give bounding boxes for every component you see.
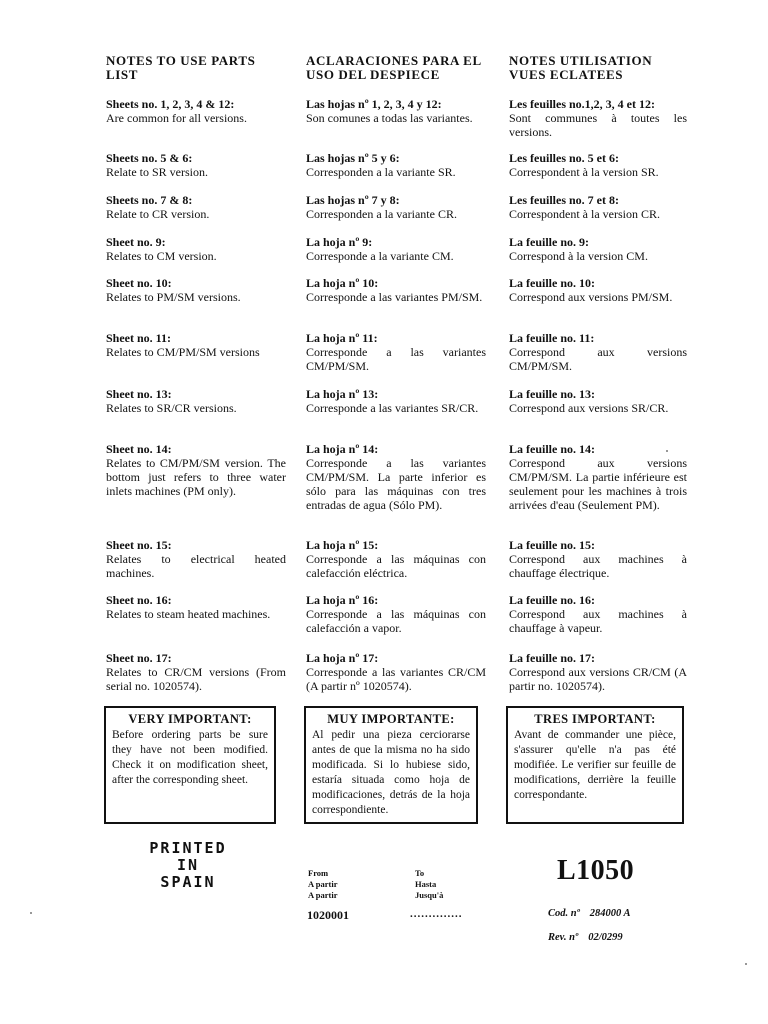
sheet-note-text: Correspond aux machines à chauffage à vapeur.: [509, 607, 687, 635]
sheet-note: [509, 331, 687, 373]
sheet-note-heading: Sheets no. 5 & 6:: [106, 151, 193, 165]
to-serial-value: ..............: [410, 908, 463, 920]
sheet-note-heading: Sheet no. 11:: [106, 331, 172, 345]
sheet-note-heading: Sheets no. 1, 2, 3, 4 & 12:: [106, 97, 235, 111]
sheet-note: [106, 593, 286, 621]
sheet-note: [106, 97, 286, 125]
to-label: To Hasta Jusqu'à: [415, 868, 444, 900]
sheet-note-heading: La hoja nº 9:: [306, 235, 373, 249]
important-box-french: [506, 706, 684, 824]
sheet-note: [306, 151, 486, 179]
sheet-note: [509, 193, 687, 221]
sheet-note: [509, 442, 687, 512]
sheet-note: [509, 97, 687, 139]
document-number: L1050: [557, 855, 635, 886]
sheet-note: [106, 193, 286, 221]
sheet-note-heading: Sheet no. 15:: [106, 538, 172, 552]
important-box-heading: TRES IMPORTANT:: [534, 712, 656, 726]
sheet-note: [306, 193, 486, 221]
column-title: NOTES UTILISATION VUES ECLATEES: [509, 53, 653, 82]
important-box-heading: MUY IMPORTANTE:: [327, 712, 455, 726]
sheet-note-text: Correspond aux versions PM/SM.: [509, 290, 673, 304]
sheet-note-text: Corresponde a las máquinas con calefacción eléctrica.: [306, 552, 486, 580]
sheet-note-heading: La hoja nº 11:: [306, 331, 378, 345]
scan-speck: [666, 450, 668, 452]
sheet-note: [509, 151, 687, 179]
sheet-note-heading: La feuille no. 13:: [509, 387, 595, 401]
sheet-note: [106, 235, 286, 263]
sheet-note: [306, 593, 486, 635]
sheet-note: [306, 387, 486, 415]
sheet-note-text: Corresponde a las variantes PM/SM.: [306, 290, 483, 304]
sheet-note-heading: La feuille no. 11:: [509, 331, 595, 345]
sheet-note: [509, 235, 687, 263]
sheet-note: [106, 151, 286, 179]
important-box-text: Al pedir una pieza cerciorarse antes de que la misma no ha sido modificada. Si lo hubiese sido, estaría situada como hoja de modificaciones, detrás de la hoja correspondiente.: [312, 729, 470, 816]
column-title: ACLARACIONES PARA EL USO DEL DESPIECE: [306, 53, 482, 82]
sheet-note-heading: Las hojas nº 1, 2, 3, 4 y 12:: [306, 97, 442, 111]
sheet-note-text: Correspond aux machines à chauffage électrique.: [509, 552, 687, 580]
sheet-note: [106, 276, 286, 304]
sheet-note: [106, 442, 286, 498]
sheet-note-heading: Sheet no. 9:: [106, 235, 166, 249]
important-box-spanish: [304, 706, 478, 824]
sheet-note-heading: La feuille no. 9:: [509, 235, 589, 249]
sheet-note-heading: Sheet no. 14:: [106, 442, 172, 456]
rev-line: [548, 932, 623, 943]
sheet-note-text: Corresponde a las variantes CM/PM/SM. La parte inferior es sólo para las máquinas con tres entradas de agua (Sólo PM).: [306, 456, 486, 512]
sheet-note-text: Relates to steam heated machines.: [106, 607, 271, 621]
sheet-note: [306, 97, 486, 125]
sheet-note-text: Correspondent à la version CR.: [509, 207, 660, 221]
sheet-note-heading: Sheet no. 13:: [106, 387, 172, 401]
sheet-note: [306, 331, 486, 373]
sheet-note: [306, 235, 486, 263]
sheet-note-text: Relates to CM version.: [106, 249, 217, 263]
sheet-note-text: Relates to PM/SM versions.: [106, 290, 241, 304]
sheet-note-text: Corresponden a la variante SR.: [306, 165, 456, 179]
sheet-note-heading: Les feuilles no.1,2, 3, 4 et 12:: [509, 97, 655, 111]
sheet-note: [509, 538, 687, 580]
sheet-note-heading: La hoja nº 16:: [306, 593, 379, 607]
sheet-note-text: Relate to SR version.: [106, 165, 208, 179]
sheet-note-heading: La hoja nº 14:: [306, 442, 379, 456]
sheet-note: [106, 331, 286, 359]
sheet-note-heading: Sheet no. 17:: [106, 651, 172, 665]
sheet-note: [306, 651, 486, 693]
sheet-note: [106, 538, 286, 580]
sheet-note: [509, 276, 687, 304]
column-spanish: [306, 53, 486, 693]
sheet-note-heading: Sheet no. 16:: [106, 593, 172, 607]
sheet-note: [106, 651, 286, 693]
sheet-note-heading: La feuille no. 16:: [509, 593, 595, 607]
sheet-note-text: Corresponde a las variantes SR/CR.: [306, 401, 479, 415]
sheet-note-heading: Las hojas nº 5 y 6:: [306, 151, 400, 165]
sheet-note-text: Relates to electrical heated machines.: [106, 552, 286, 580]
sheet-note-heading: Les feuilles no. 5 et 6:: [509, 151, 619, 165]
sheet-note-text: Relates to SR/CR versions.: [106, 401, 237, 415]
cod-value: 284000 A: [589, 908, 631, 919]
sheet-note-text: Correspond aux versions CR/CM (A partir no. 1020574).: [509, 665, 687, 693]
sheet-note-text: Corresponde a las variantes CM/PM/SM.: [306, 345, 486, 373]
sheet-note-text: Relate to CR version.: [106, 207, 210, 221]
sheet-note-heading: La feuille no. 14:: [509, 442, 595, 456]
important-box-text: Avant de commander une pièce, s'assurer qu'elle n'a pas été modifiée. Le verifier sur feuille de modifications, derrière la feuille correspondante.: [514, 729, 676, 801]
sheet-note-text: Correspond aux versions CM/PM/SM. La partie inférieure est seulement pour les machines à trois arrivées d'eau (Seulement PM).: [509, 456, 687, 512]
sheet-note-text: Corresponde a la variante CM.: [306, 249, 454, 263]
scan-speck: [30, 912, 32, 914]
sheet-note-heading: La hoja nº 17:: [306, 651, 379, 665]
sheet-note-text: Correspond à la version CM.: [509, 249, 648, 263]
important-box-english: [104, 706, 276, 824]
sheet-note-text: Correspondent à la version SR.: [509, 165, 659, 179]
from-label: From A partir A partir: [308, 868, 338, 900]
sheet-note-text: Correspond aux versions SR/CR.: [509, 401, 669, 415]
rev-value: 02/0299: [588, 932, 623, 943]
sheet-note-heading: La hoja nº 10:: [306, 276, 379, 290]
sheet-note-heading: La feuille no. 10:: [509, 276, 595, 290]
cod-line: [548, 908, 631, 919]
printed-in-spain-stamp: PRINTED IN SPAIN: [149, 839, 227, 891]
sheet-note: [306, 276, 486, 304]
sheet-note-text: Are common for all versions.: [106, 111, 247, 125]
sheet-note-text: Corresponde a las máquinas con calefacción a vapor.: [306, 607, 486, 635]
important-box-heading: VERY IMPORTANT:: [128, 712, 252, 726]
sheet-note-text: Relates to CM/PM/SM versions: [106, 345, 260, 359]
important-box-text: Before ordering parts be sure they have not been modified. Check it on modification sheet, after the corresponding sheet.: [112, 729, 268, 786]
sheet-note: [106, 387, 286, 415]
sheet-note-text: Relates to CR/CM versions (From serial no. 1020574).: [106, 665, 286, 693]
sheet-note-heading: La feuille no. 17:: [509, 651, 595, 665]
cod-label: Cod. nº: [548, 908, 580, 919]
sheet-note-text: Son comunes a todas las variantes.: [306, 111, 473, 125]
sheet-note-text: Sont communes à toutes les versions.: [509, 111, 687, 139]
sheet-note: [509, 387, 687, 415]
sheet-note: [306, 442, 486, 512]
rev-label: Rev. nº: [548, 932, 579, 943]
sheet-note-text: Correspond aux versions CM/PM/SM.: [509, 345, 687, 373]
sheet-note-heading: Sheets no. 7 & 8:: [106, 193, 193, 207]
column-english: [106, 53, 286, 693]
sheet-note-text: Corresponden a la variante CR.: [306, 207, 457, 221]
sheet-note-heading: Les feuilles no. 7 et 8:: [509, 193, 619, 207]
sheet-note-text: Relates to CM/PM/SM version. The bottom just refers to three water inlets machines (PM only).: [106, 456, 286, 498]
column-french: [509, 53, 687, 693]
sheet-note-text: Corresponde a las variantes CR/CM (A partir nº 1020574).: [306, 665, 486, 693]
sheet-note: [509, 651, 687, 693]
sheet-note: [306, 538, 486, 580]
from-serial-value: 1020001: [307, 908, 349, 922]
sheet-note-heading: La feuille no. 15:: [509, 538, 595, 552]
sheet-note: [509, 593, 687, 635]
sheet-note-heading: La hoja nº 13:: [306, 387, 379, 401]
column-title: NOTES TO USE PARTS LIST: [106, 53, 256, 82]
sheet-note-heading: La hoja nº 15:: [306, 538, 379, 552]
sheet-note-heading: Las hojas nº 7 y 8:: [306, 193, 400, 207]
sheet-note-heading: Sheet no. 10:: [106, 276, 172, 290]
scan-speck: [745, 963, 747, 965]
